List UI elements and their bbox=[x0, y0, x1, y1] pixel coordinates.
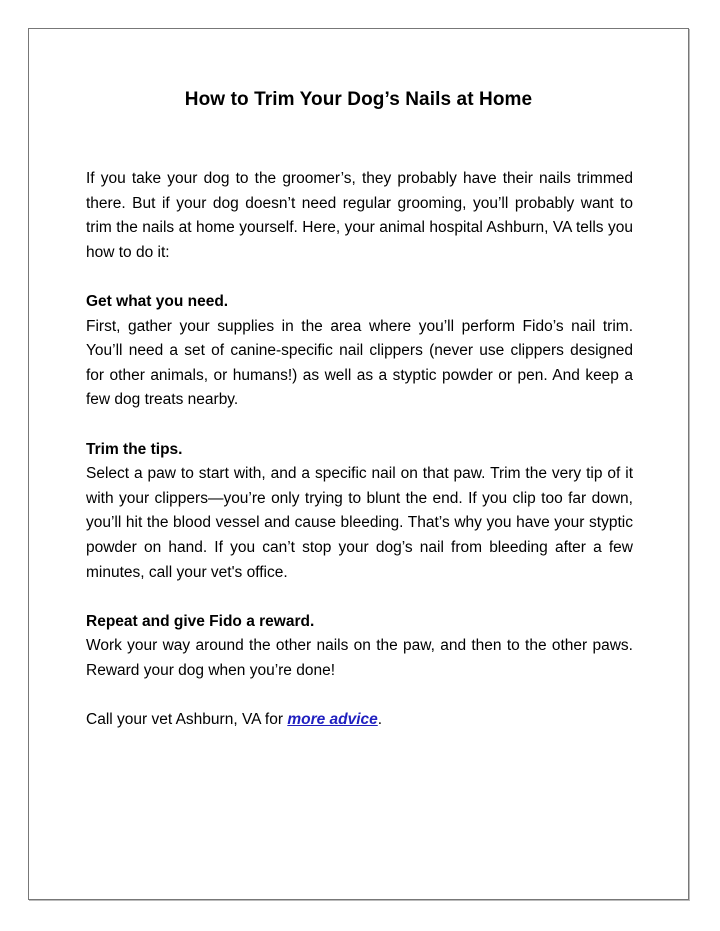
section-heading-repeat-and-reward: Repeat and give Fido a reward. bbox=[86, 612, 315, 630]
section-text-get-what-you-need: First, gather your supplies in the area where you’ll perform Fido’s nail trim. You’ll need a set of canine-specific nail clippers (never use clippers designed for other animals, or humans!) as well as a styptic powder or pen. And keep a few dog treats nearby. bbox=[86, 317, 633, 409]
paragraph-spacer bbox=[86, 683, 633, 708]
more-advice-link[interactable]: more advice bbox=[287, 711, 378, 729]
paragraph-spacer bbox=[86, 265, 633, 290]
closing-prefix: Call your vet Ashburn, VA for bbox=[86, 711, 288, 729]
closing-line bbox=[86, 708, 633, 733]
section-heading-get-what-you-need: Get what you need. bbox=[86, 292, 229, 310]
paragraph-spacer bbox=[86, 413, 633, 438]
section-text-trim-the-tips: Select a paw to start with, and a specific nail on that paw. Trim the very tip of it with your clippers—you’re only trying to blunt the end. If you clip too far down, you’ll hit the blood vessel and cause bleeding. That’s why you have your styptic powder on hand. If you can’t stop your dog’s nail from bleeding after a few minutes, call your vet's office. bbox=[86, 465, 633, 581]
document-title: How to Trim Your Dog’s Nails at Home bbox=[184, 89, 533, 110]
document-body bbox=[86, 167, 633, 733]
section-heading-trim-the-tips: Trim the tips. bbox=[86, 440, 183, 458]
paragraph-spacer bbox=[86, 585, 633, 610]
closing-suffix: . bbox=[377, 711, 383, 729]
section-text-repeat-and-reward: Work your way around the other nails on the paw, and then to the other paws. Reward your dog when you’re done! bbox=[86, 637, 633, 679]
document-page bbox=[28, 28, 689, 900]
intro-paragraph: If you take your dog to the groomer’s, they probably have their nails trimmed there. But if your dog doesn’t need regular grooming, you’ll probably want to trim the nails at home yourself. Here, your animal hospital Ashburn, VA tells you how to do it: bbox=[86, 170, 633, 261]
